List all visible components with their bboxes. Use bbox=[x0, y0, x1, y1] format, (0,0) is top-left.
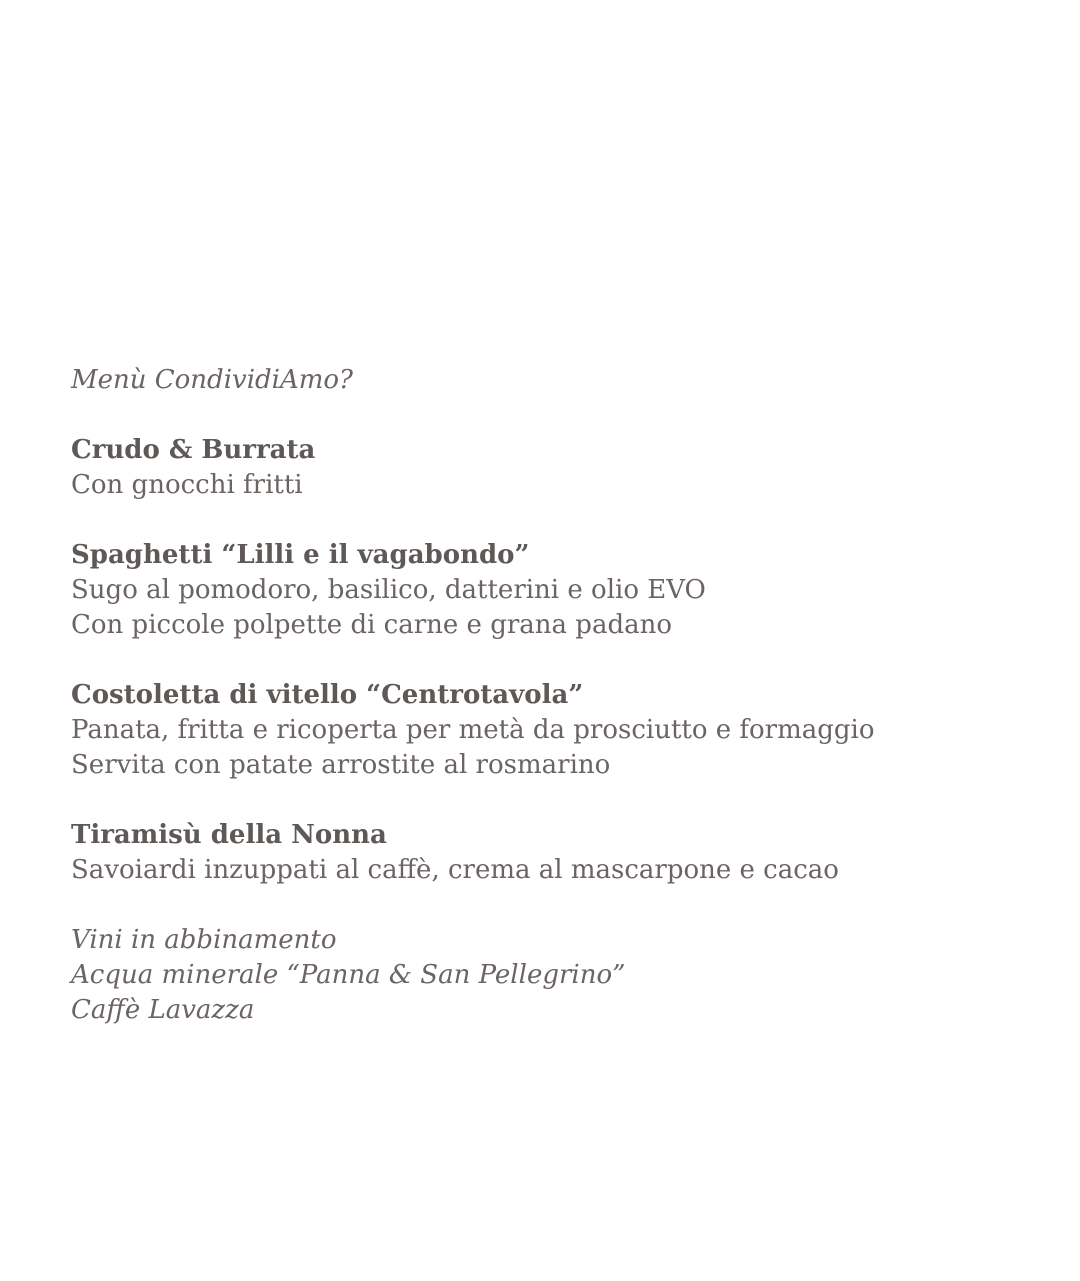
course-description: Con gnocchi fritti bbox=[71, 470, 303, 500]
menu-extras bbox=[71, 923, 1031, 1028]
course-description: Panata, fritta e ricoperta per metà da prosciutto e formaggio bbox=[71, 715, 875, 745]
extra-wines: Vini in abbinamento bbox=[71, 925, 337, 955]
course-description: Servita con patate arrostite al rosmarino bbox=[71, 750, 611, 780]
course-description: Savoiardi inzuppati al caffè, crema al mascarpone e cacao bbox=[71, 855, 839, 885]
course-costoletta bbox=[71, 678, 1031, 783]
extra-water: Acqua minerale “Panna & San Pellegrino” bbox=[71, 960, 626, 990]
course-name: Crudo & Burrata bbox=[71, 435, 316, 465]
menu-document bbox=[71, 363, 1031, 1028]
course-description: Sugo al pomodoro, basilico, datterini e olio EVO bbox=[71, 575, 706, 605]
extra-coffee: Caffè Lavazza bbox=[71, 995, 255, 1025]
course-name: Costoletta di vitello “Centrotavola” bbox=[71, 680, 584, 710]
course-name: Tiramisù della Nonna bbox=[71, 820, 387, 850]
course-tiramisu bbox=[71, 818, 1031, 888]
course-spaghetti bbox=[71, 538, 1031, 643]
menu-title: Menù CondividiAmo? bbox=[71, 365, 354, 395]
course-description: Con piccole polpette di carne e grana padano bbox=[71, 610, 672, 640]
course-crudo-burrata bbox=[71, 433, 1031, 503]
course-name: Spaghetti “Lilli e il vagabondo” bbox=[71, 540, 530, 570]
